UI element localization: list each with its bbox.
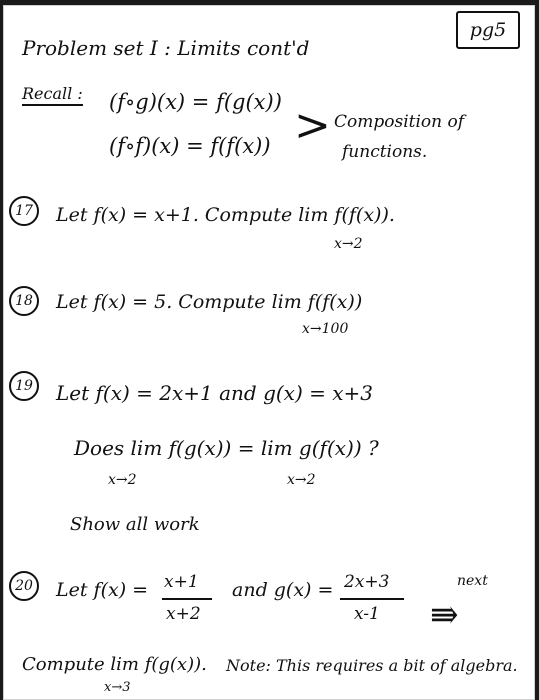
problem-20-compute-sub: x→3: [104, 680, 131, 695]
recall-label: Recall :: [22, 86, 83, 106]
composition-note-2: functions.: [342, 142, 428, 162]
f-numerator: x+1: [164, 572, 199, 592]
page-tag: pg5: [456, 11, 520, 49]
g-fraction-bar: [340, 598, 404, 600]
problem-number-19: 19: [9, 371, 39, 401]
composition-note-1: Composition of: [334, 112, 465, 132]
notebook-page: [3, 5, 535, 700]
g-numerator: 2x+3: [344, 572, 390, 592]
f-fraction-bar: [162, 598, 212, 600]
recall-line-2: (f∘f)(x) = f(f(x)): [109, 134, 271, 158]
problem-19-sub-right: x→2: [287, 472, 316, 488]
problem-19-text: Let f(x) = 2x+1 and g(x) = x+3: [56, 381, 374, 405]
next-label: next: [457, 573, 488, 589]
problem-20-note: Note: This requires a bit of algebra.: [226, 656, 518, 675]
g-denominator: x-1: [354, 604, 380, 624]
problem-number-18: 18: [9, 286, 39, 316]
recall-line-1: (f∘g)(x) = f(g(x)): [109, 90, 282, 114]
problem-18-limit-sub: x→100: [302, 321, 349, 337]
problem-17-limit-sub: x→2: [334, 236, 363, 252]
f-denominator: x+2: [166, 604, 201, 624]
problem-number-17: 17: [9, 196, 39, 226]
recall-bracket: >: [294, 100, 331, 151]
problem-19-sub-left: x→2: [108, 472, 137, 488]
problem-20-compute: Compute lim f(g(x)).: [22, 654, 207, 675]
problem-20-text-a: Let f(x) =: [56, 579, 149, 601]
problem-number-20: 20: [9, 571, 39, 601]
problem-20-text-b: and g(x) =: [232, 579, 334, 601]
problem-17-text: Let f(x) = x+1. Compute lim f(f(x)).: [56, 204, 395, 226]
next-arrow-icon: ⇛: [430, 595, 459, 635]
problem-19-question: Does lim f(g(x)) = lim g(f(x)) ?: [74, 436, 379, 460]
problem-19-instruction: Show all work: [70, 514, 200, 535]
page-title: Problem set I : Limits cont'd: [22, 36, 310, 60]
problem-18-text: Let f(x) = 5. Compute lim f(f(x)): [56, 291, 363, 313]
